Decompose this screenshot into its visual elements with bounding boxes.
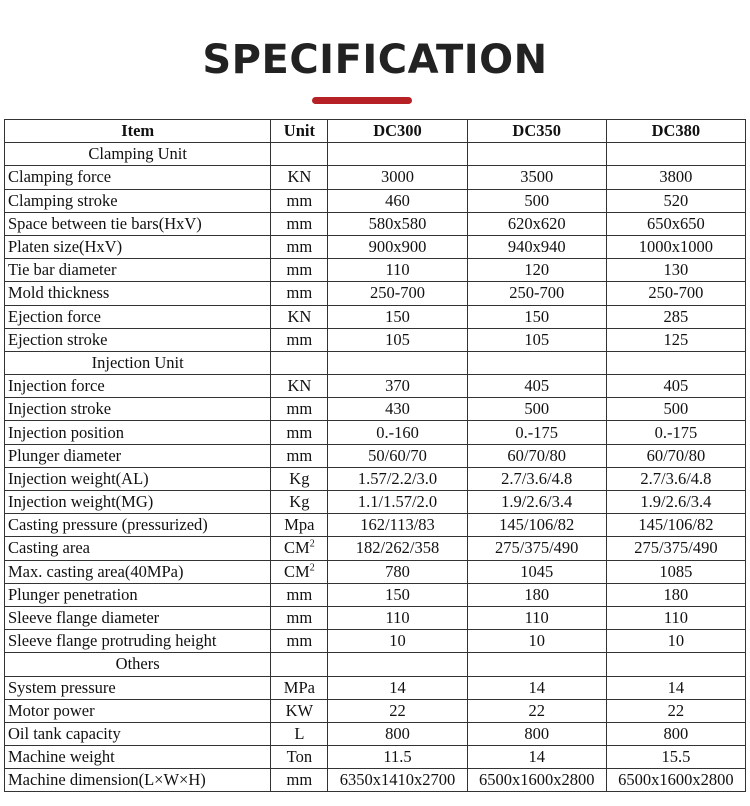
unit-cell bbox=[271, 560, 328, 583]
unit-text: mm bbox=[286, 213, 313, 233]
value-cell: 900x900 bbox=[328, 235, 467, 258]
value-cell: 1000x1000 bbox=[606, 235, 745, 258]
item-cell: Injection weight(AL) bbox=[5, 467, 271, 490]
item-cell: Ejection force bbox=[5, 305, 271, 328]
unit-text: KN bbox=[287, 376, 312, 396]
table-row bbox=[5, 282, 746, 305]
empty-cell bbox=[328, 351, 467, 374]
value-cell: 0.-175 bbox=[606, 421, 745, 444]
value-cell: 1.9/2.6/3.4 bbox=[467, 491, 606, 514]
value-cell: 430 bbox=[328, 398, 467, 421]
item-cell: System pressure bbox=[5, 676, 271, 699]
value-cell: 6500x1600x2800 bbox=[467, 769, 606, 792]
table-row bbox=[5, 212, 746, 235]
section-row bbox=[5, 351, 746, 374]
empty-cell bbox=[271, 143, 328, 166]
item-cell: Clamping stroke bbox=[5, 189, 271, 212]
table-row bbox=[5, 444, 746, 467]
value-cell: 14 bbox=[606, 676, 745, 699]
unit-text: mm bbox=[286, 608, 313, 628]
unit-text: Kg bbox=[289, 468, 310, 488]
unit-text: mm bbox=[286, 770, 313, 790]
table-row bbox=[5, 769, 746, 792]
unit-cell bbox=[271, 491, 328, 514]
unit-text: mm bbox=[286, 422, 313, 442]
value-cell: 1045 bbox=[467, 560, 606, 583]
unit-text: CM bbox=[284, 538, 310, 558]
table-row bbox=[5, 421, 746, 444]
value-cell: 0.-175 bbox=[467, 421, 606, 444]
value-cell: 145/106/82 bbox=[467, 514, 606, 537]
unit-cell bbox=[271, 282, 328, 305]
value-cell: 11.5 bbox=[328, 746, 467, 769]
unit-superscript: 2 bbox=[309, 538, 315, 550]
value-cell: 182/262/358 bbox=[328, 537, 467, 560]
value-cell: 1085 bbox=[606, 560, 745, 583]
unit-cell bbox=[271, 212, 328, 235]
unit-text: mm bbox=[286, 237, 313, 257]
header-unit: Unit bbox=[271, 120, 328, 143]
unit-cell bbox=[271, 398, 328, 421]
section-title: Clamping Unit bbox=[5, 143, 271, 166]
section-row bbox=[5, 143, 746, 166]
table-row bbox=[5, 305, 746, 328]
table-row bbox=[5, 676, 746, 699]
unit-text: mm bbox=[286, 260, 313, 280]
table-row bbox=[5, 514, 746, 537]
unit-cell bbox=[271, 746, 328, 769]
table-row bbox=[5, 537, 746, 560]
value-cell: 2.7/3.6/4.8 bbox=[467, 467, 606, 490]
value-cell: 250-700 bbox=[328, 282, 467, 305]
item-cell: Max. casting area(40MPa) bbox=[5, 560, 271, 583]
header-item: Item bbox=[5, 120, 271, 143]
table-body bbox=[5, 143, 746, 792]
value-cell: 130 bbox=[606, 259, 745, 282]
empty-cell bbox=[271, 653, 328, 676]
unit-cell bbox=[271, 166, 328, 189]
value-cell: 110 bbox=[328, 606, 467, 629]
empty-cell bbox=[328, 653, 467, 676]
value-cell: 150 bbox=[328, 583, 467, 606]
value-cell: 180 bbox=[467, 583, 606, 606]
item-cell: Platen size(HxV) bbox=[5, 235, 271, 258]
value-cell: 14 bbox=[328, 676, 467, 699]
item-cell: Plunger diameter bbox=[5, 444, 271, 467]
value-cell: 145/106/82 bbox=[606, 514, 745, 537]
unit-cell bbox=[271, 537, 328, 560]
table-row bbox=[5, 166, 746, 189]
table-row bbox=[5, 722, 746, 745]
empty-cell bbox=[328, 143, 467, 166]
unit-text: KW bbox=[285, 700, 314, 720]
unit-cell bbox=[271, 514, 328, 537]
unit-cell bbox=[271, 444, 328, 467]
item-cell: Machine weight bbox=[5, 746, 271, 769]
item-cell: Sleeve flange diameter bbox=[5, 606, 271, 629]
unit-text: Kg bbox=[289, 492, 310, 512]
value-cell: 6500x1600x2800 bbox=[606, 769, 745, 792]
table-row bbox=[5, 606, 746, 629]
value-cell: 275/375/490 bbox=[467, 537, 606, 560]
table-header-row bbox=[5, 120, 746, 143]
value-cell: 3500 bbox=[467, 166, 606, 189]
item-cell: Motor power bbox=[5, 699, 271, 722]
specification-table bbox=[4, 119, 746, 792]
item-cell: Injection force bbox=[5, 375, 271, 398]
empty-cell bbox=[271, 351, 328, 374]
unit-cell bbox=[271, 189, 328, 212]
value-cell: 180 bbox=[606, 583, 745, 606]
value-cell: 1.9/2.6/3.4 bbox=[606, 491, 745, 514]
table-row bbox=[5, 491, 746, 514]
value-cell: 15.5 bbox=[606, 746, 745, 769]
table-row bbox=[5, 398, 746, 421]
value-cell: 150 bbox=[328, 305, 467, 328]
item-cell: Injection stroke bbox=[5, 398, 271, 421]
value-cell: 10 bbox=[328, 630, 467, 653]
unit-cell bbox=[271, 235, 328, 258]
value-cell: 3800 bbox=[606, 166, 745, 189]
unit-text: L bbox=[294, 723, 305, 743]
value-cell: 110 bbox=[467, 606, 606, 629]
value-cell: 800 bbox=[606, 722, 745, 745]
item-cell: Casting area bbox=[5, 537, 271, 560]
table-row bbox=[5, 560, 746, 583]
header-model: DC380 bbox=[606, 120, 745, 143]
unit-cell bbox=[271, 630, 328, 653]
value-cell: 50/60/70 bbox=[328, 444, 467, 467]
item-cell: Mold thickness bbox=[5, 282, 271, 305]
unit-cell bbox=[271, 375, 328, 398]
value-cell: 105 bbox=[467, 328, 606, 351]
page-title: SPECIFICATION bbox=[202, 37, 548, 83]
unit-cell bbox=[271, 606, 328, 629]
value-cell: 1.1/1.57/2.0 bbox=[328, 491, 467, 514]
value-cell: 10 bbox=[467, 630, 606, 653]
value-cell: 120 bbox=[467, 259, 606, 282]
table-row bbox=[5, 375, 746, 398]
item-cell: Casting pressure (pressurized) bbox=[5, 514, 271, 537]
value-cell: 500 bbox=[606, 398, 745, 421]
value-cell: 3000 bbox=[328, 166, 467, 189]
unit-text: Ton bbox=[286, 747, 313, 767]
value-cell: 150 bbox=[467, 305, 606, 328]
unit-cell bbox=[271, 722, 328, 745]
item-cell: Injection weight(MG) bbox=[5, 491, 271, 514]
unit-text: mm bbox=[286, 445, 313, 465]
value-cell: 800 bbox=[328, 722, 467, 745]
section-title: Injection Unit bbox=[5, 351, 271, 374]
value-cell: 125 bbox=[606, 328, 745, 351]
value-cell: 275/375/490 bbox=[606, 537, 745, 560]
unit-text: mm bbox=[286, 283, 313, 303]
value-cell: 250-700 bbox=[606, 282, 745, 305]
value-cell: 14 bbox=[467, 676, 606, 699]
value-cell: 520 bbox=[606, 189, 745, 212]
value-cell: 60/70/80 bbox=[467, 444, 606, 467]
value-cell: 370 bbox=[328, 375, 467, 398]
empty-cell bbox=[467, 653, 606, 676]
unit-cell bbox=[271, 769, 328, 792]
unit-cell bbox=[271, 421, 328, 444]
value-cell: 285 bbox=[606, 305, 745, 328]
value-cell: 60/70/80 bbox=[606, 444, 745, 467]
unit-cell bbox=[271, 583, 328, 606]
value-cell: 580x580 bbox=[328, 212, 467, 235]
item-cell: Clamping force bbox=[5, 166, 271, 189]
empty-cell bbox=[606, 351, 745, 374]
unit-text: Mpa bbox=[284, 515, 315, 535]
header-model: DC300 bbox=[328, 120, 467, 143]
unit-text: mm bbox=[286, 631, 313, 651]
value-cell: 460 bbox=[328, 189, 467, 212]
unit-text: mm bbox=[286, 399, 313, 419]
unit-cell bbox=[271, 305, 328, 328]
unit-cell bbox=[271, 328, 328, 351]
value-cell: 6350x1410x2700 bbox=[328, 769, 467, 792]
item-cell: Oil tank capacity bbox=[5, 722, 271, 745]
value-cell: 250-700 bbox=[467, 282, 606, 305]
empty-cell bbox=[467, 351, 606, 374]
unit-superscript: 2 bbox=[309, 562, 315, 574]
value-cell: 10 bbox=[606, 630, 745, 653]
item-cell: Ejection stroke bbox=[5, 328, 271, 351]
value-cell: 405 bbox=[606, 375, 745, 398]
unit-text: mm bbox=[286, 584, 313, 604]
item-cell: Tie bar diameter bbox=[5, 259, 271, 282]
table-row bbox=[5, 630, 746, 653]
value-cell: 620x620 bbox=[467, 212, 606, 235]
table-row bbox=[5, 583, 746, 606]
value-cell: 162/113/83 bbox=[328, 514, 467, 537]
value-cell: 780 bbox=[328, 560, 467, 583]
table-row bbox=[5, 259, 746, 282]
section-row bbox=[5, 653, 746, 676]
item-cell: Space between tie bars(HxV) bbox=[5, 212, 271, 235]
unit-cell bbox=[271, 467, 328, 490]
unit-text: mm bbox=[286, 190, 313, 210]
section-title: Others bbox=[5, 653, 271, 676]
value-cell: 22 bbox=[606, 699, 745, 722]
item-cell: Plunger penetration bbox=[5, 583, 271, 606]
table-row bbox=[5, 699, 746, 722]
table-row bbox=[5, 746, 746, 769]
value-cell: 22 bbox=[467, 699, 606, 722]
unit-text: MPa bbox=[283, 677, 315, 697]
value-cell: 2.7/3.6/4.8 bbox=[606, 467, 745, 490]
value-cell: 500 bbox=[467, 189, 606, 212]
item-cell: Machine dimension(L×W×H) bbox=[5, 769, 271, 792]
unit-text: mm bbox=[286, 329, 313, 349]
value-cell: 650x650 bbox=[606, 212, 745, 235]
value-cell: 14 bbox=[467, 746, 606, 769]
value-cell: 110 bbox=[328, 259, 467, 282]
unit-cell bbox=[271, 259, 328, 282]
empty-cell bbox=[467, 143, 606, 166]
value-cell: 1.57/2.2/3.0 bbox=[328, 467, 467, 490]
value-cell: 405 bbox=[467, 375, 606, 398]
table-row bbox=[5, 235, 746, 258]
table-row bbox=[5, 189, 746, 212]
empty-cell bbox=[606, 653, 745, 676]
unit-text: CM bbox=[284, 561, 310, 581]
item-cell: Injection position bbox=[5, 421, 271, 444]
header-model: DC350 bbox=[467, 120, 606, 143]
value-cell: 0.-160 bbox=[328, 421, 467, 444]
value-cell: 105 bbox=[328, 328, 467, 351]
value-cell: 110 bbox=[606, 606, 745, 629]
empty-cell bbox=[606, 143, 745, 166]
value-cell: 940x940 bbox=[467, 235, 606, 258]
table-row bbox=[5, 467, 746, 490]
unit-cell bbox=[271, 676, 328, 699]
unit-text: KN bbox=[287, 306, 312, 326]
unit-cell bbox=[271, 699, 328, 722]
item-cell: Sleeve flange protruding height bbox=[5, 630, 271, 653]
value-cell: 22 bbox=[328, 699, 467, 722]
unit-text: KN bbox=[287, 167, 312, 187]
title-underline bbox=[312, 97, 412, 104]
value-cell: 500 bbox=[467, 398, 606, 421]
table-row bbox=[5, 328, 746, 351]
value-cell: 800 bbox=[467, 722, 606, 745]
